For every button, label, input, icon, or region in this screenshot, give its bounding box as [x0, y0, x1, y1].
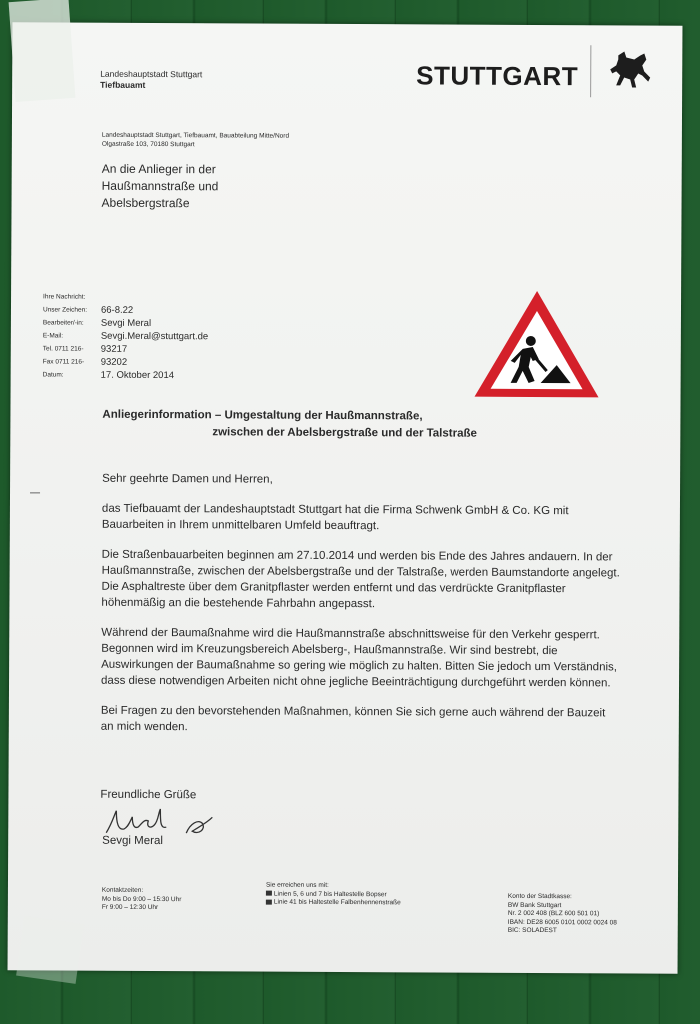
info-row	[43, 368, 208, 382]
info-label: E-Mail:	[42, 332, 64, 340]
info-value: 93202	[100, 356, 128, 368]
footer-line: Konto der Stadtkasse:	[507, 892, 572, 901]
info-label: Tel. 0711 216-	[42, 345, 84, 353]
info-label: Bearbeiter/-in:	[42, 319, 84, 327]
footer-line: Kontaktzeiten:	[101, 886, 144, 894]
info-value: 66-8.22	[100, 304, 134, 316]
horse-icon	[608, 49, 654, 89]
info-row	[43, 316, 208, 330]
footer-line	[266, 899, 401, 908]
stuttgart-logo: STUTTGART	[416, 60, 579, 92]
return-address	[102, 131, 289, 150]
roadworks-warning-icon	[471, 287, 604, 404]
info-label: Fax 0711 216-	[42, 358, 85, 366]
footer-contact	[102, 887, 182, 913]
footer-line: Nr. 2 002 408 (BLZ 600 501 01)	[507, 909, 600, 918]
info-row	[43, 290, 208, 304]
paragraph: Bei Fragen zu den bevorstehenden Maßnahmen, können Sie sich gerne auch während der Bauzeit an mich wenden.	[100, 704, 606, 734]
info-label: Datum:	[42, 371, 64, 379]
paragraph: Während der Baumaßnahme wird die Haußmannstraße abschnittsweise für den Verkehr gesperrt. Begonnen wird im Kreuzungsbereich Abelsberg-, Haußmannstraße. Wir sind bestrebt, die Auswirkungen der Baumaßnahme so gering wie möglich zu halten. Bitten Sie jedoch um Verständnis, dass diese notwendigen Arbeiten nicht ohne jegliche Beeinträchtigung durchgeführt werden können.	[101, 626, 618, 690]
paragraph: Die Straßenbauarbeiten beginnen am 27.10.2014 und werden bis Ende des Jahres andauern. In der Haußmannstraße, zwischen der Abelsbergstraße und der Talstraße, werden Baumstandorte angelegt. Die Asphaltreste über dem Granitpflaster werden entfernt und das verdrückte Granitpflaster höhenmäßig an die bestehende Fahrbahn angepasst.	[101, 548, 620, 611]
info-label: Unser Zeichen:	[42, 306, 88, 314]
letter-body	[101, 471, 622, 752]
bus-icon	[266, 899, 272, 904]
info-value: 17. Oktober 2014	[100, 369, 175, 382]
footer-line: IBAN: DE28 6005 0101 0002 0024 08	[507, 918, 617, 926]
return-address-line: Landeshauptstadt Stuttgart, Tiefbauamt, Bauabteilung Mitte/Nord	[101, 131, 290, 140]
info-row	[43, 342, 208, 356]
adhesive-tape	[16, 916, 84, 984]
footer-text: Linien 5, 6 und 7 bis Haltestelle Bopser	[273, 890, 387, 898]
tram-icon	[266, 891, 272, 896]
recipient-address	[101, 161, 301, 213]
footer-text: Linie 41 bis Haltestelle Falbenhennenstraße	[273, 898, 401, 907]
info-row	[43, 355, 208, 369]
subject-line	[102, 407, 477, 443]
notice-letter	[8, 22, 683, 973]
subject-line-1: Anliegerinformation – Umgestaltung der Haußmannstraße,	[102, 408, 423, 423]
info-row	[43, 329, 208, 343]
sender-city: Landeshauptstadt Stuttgart	[100, 68, 203, 80]
info-value: Sevgi Meral	[100, 317, 152, 329]
info-row	[43, 303, 208, 317]
logo-divider	[590, 45, 591, 97]
closing: Freundliche Grüße	[100, 788, 197, 802]
footer-transit	[266, 882, 401, 908]
subject-line-2: zwischen der Abelsbergstraße und der Talstraße	[212, 426, 477, 440]
footer-line: BW Bank Stuttgart	[507, 901, 562, 909]
footer-line: Fr 9:00 – 12:30 Uhr	[101, 903, 159, 912]
info-value: 93217	[100, 343, 128, 355]
footer-line: BIC: SOLADEST	[507, 926, 557, 935]
sender-block	[100, 69, 202, 92]
recipient-line: An die Anlieger in der	[101, 161, 216, 177]
paragraph: das Tiefbauamt der Landeshauptstadt Stuttgart hat die Firma Schwenk GmbH & Co. KG mit Bauarbeiten in Ihrem unmittelbaren Umfeld beauftragt.	[101, 502, 569, 533]
footer-bank	[508, 893, 617, 936]
adhesive-tape	[9, 0, 76, 102]
info-value: Sevgi.Meral@stuttgart.de	[100, 330, 209, 343]
recipient-line: Abelsbergstraße	[101, 195, 190, 211]
return-address-line: Olgastraße 103, 70180 Stuttgart	[101, 140, 195, 149]
info-label: Ihre Nachricht:	[43, 293, 86, 301]
reference-info	[43, 290, 209, 382]
recipient-line: Haußmannstraße und	[101, 178, 219, 194]
footer-line: Sie erreichen uns mit:	[265, 881, 329, 889]
fold-mark	[30, 492, 40, 493]
greeting: Sehr geehrte Damen und Herren,	[102, 472, 273, 486]
sender-department: Tiefbauamt	[100, 79, 146, 90]
signer-name: Sevgi Meral	[102, 834, 163, 848]
footer-line: Mo bis Do 9:00 – 15:30 Uhr	[101, 895, 182, 903]
